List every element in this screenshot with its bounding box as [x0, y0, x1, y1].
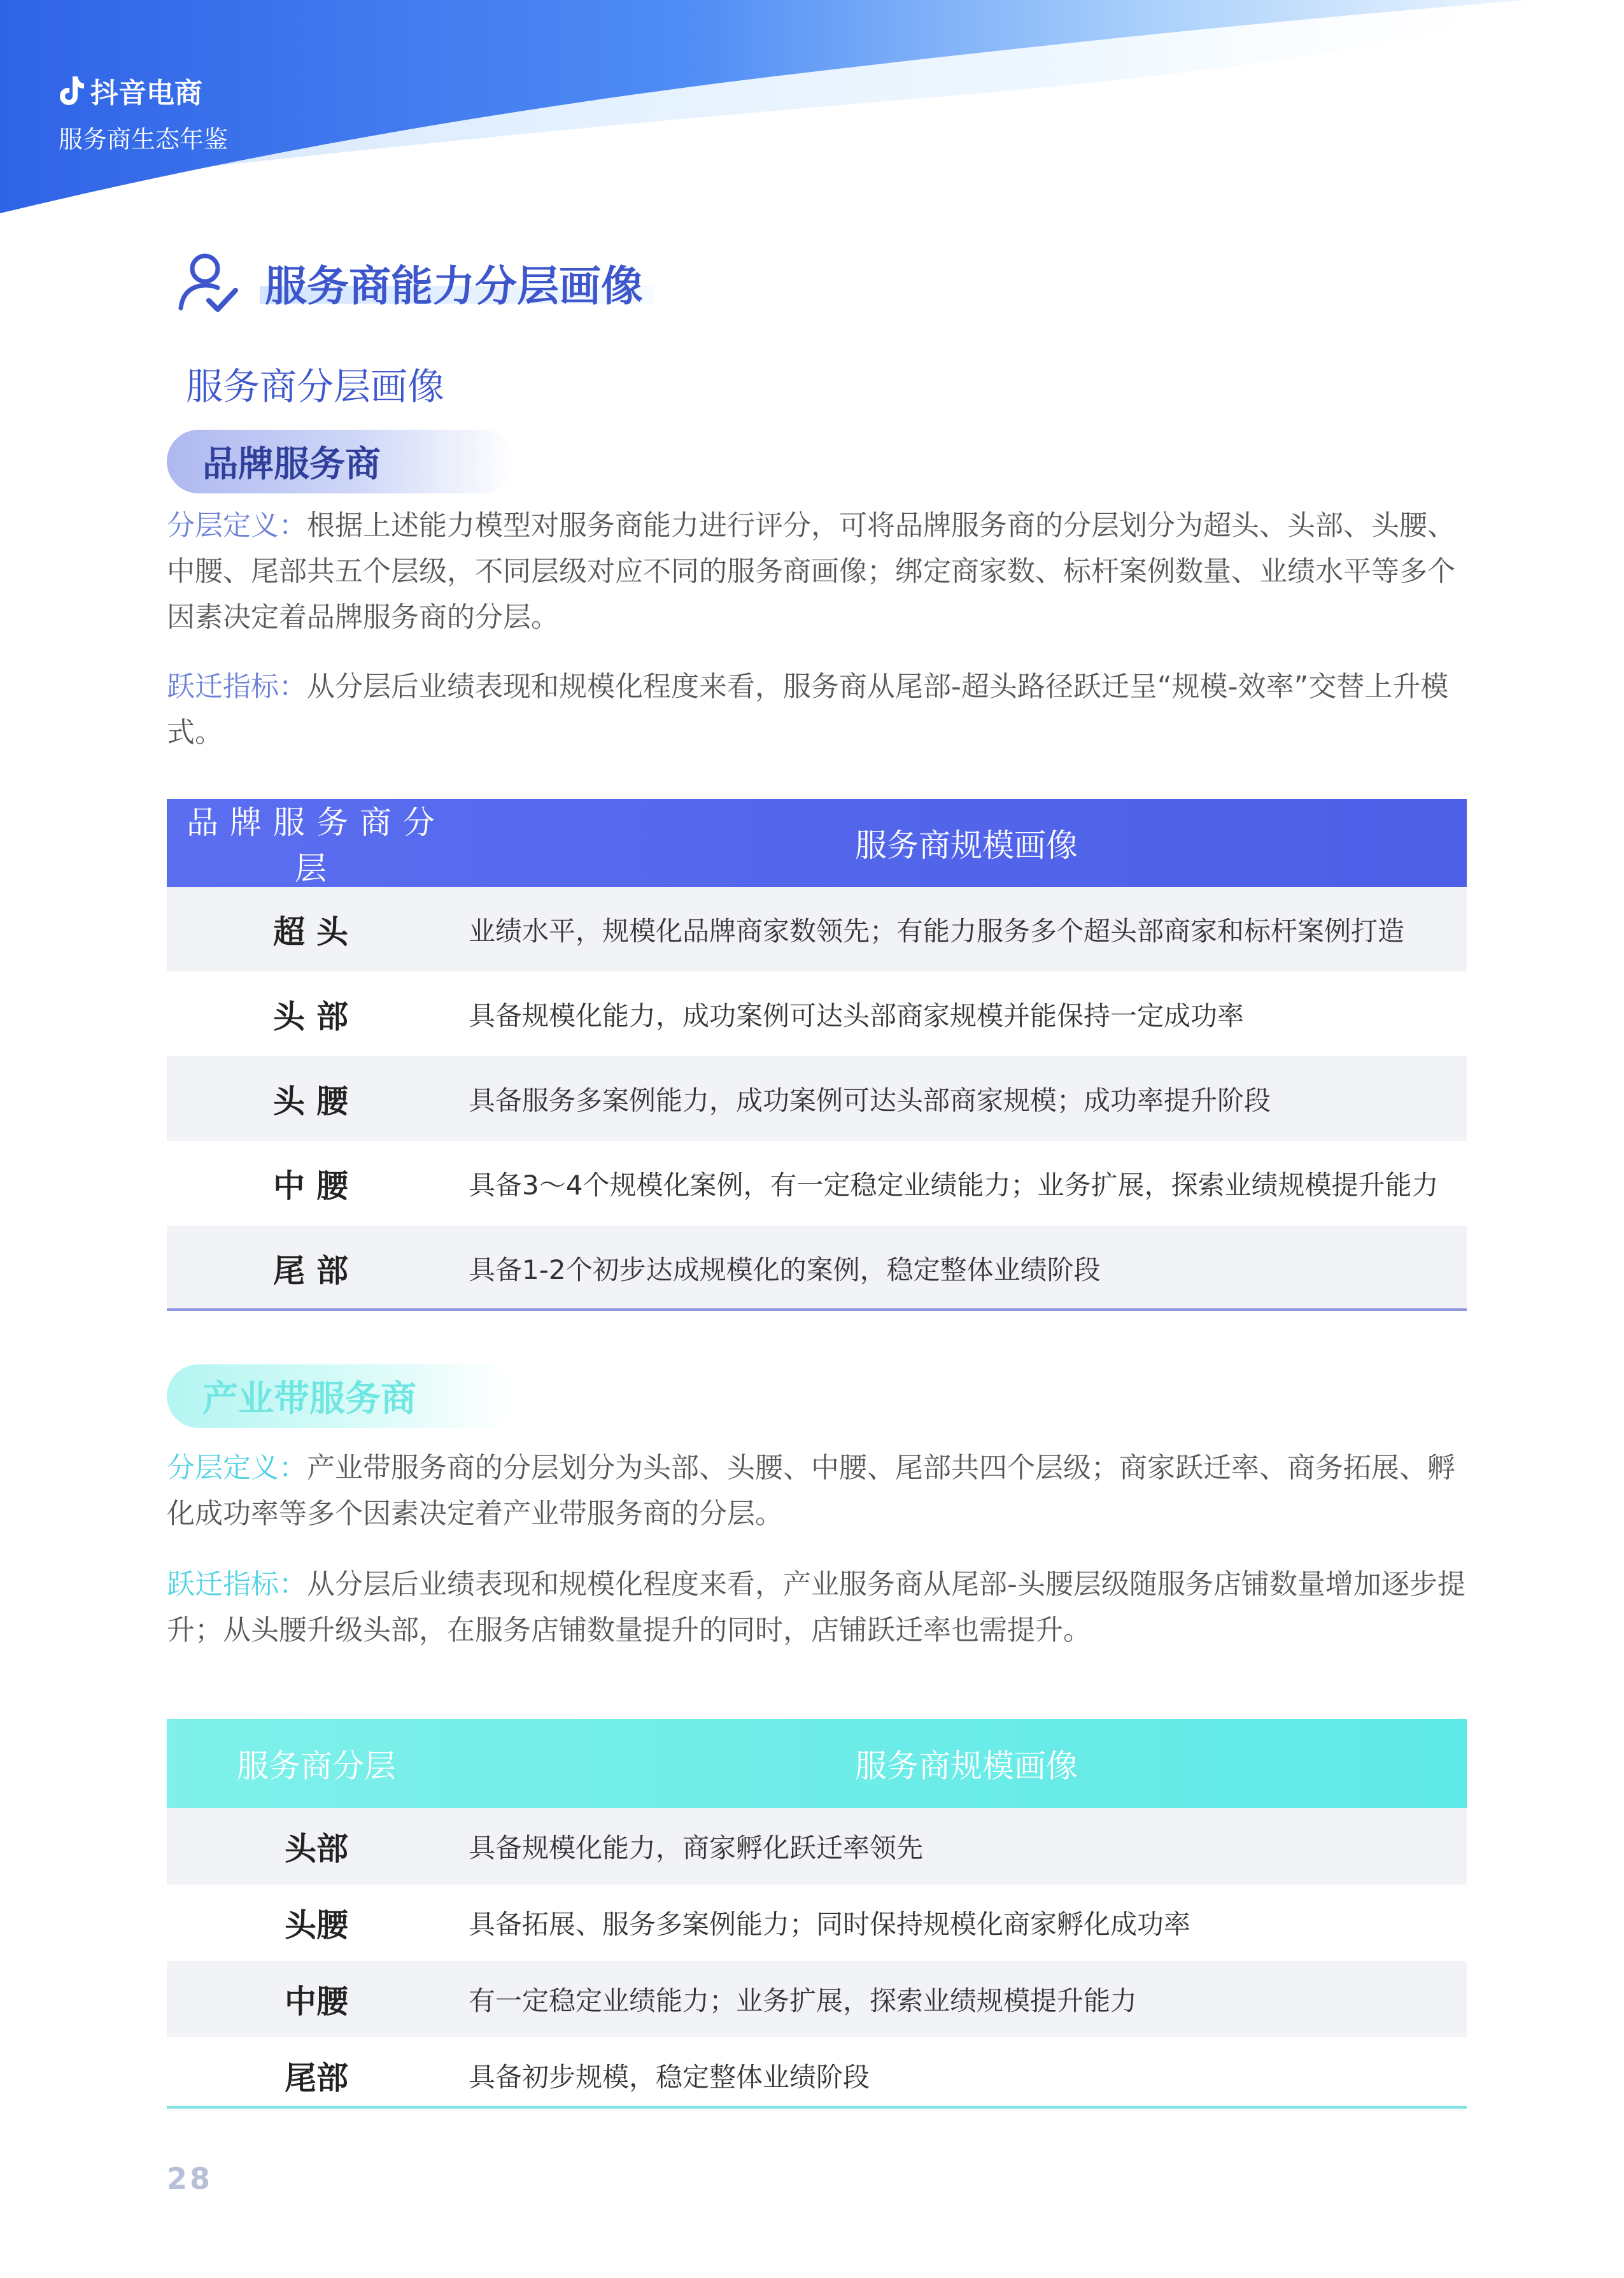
tier-cell: 尾部 [285, 2060, 348, 2097]
report-title: 服务商生态年鉴 [59, 125, 229, 153]
page-number: 28 [167, 2161, 213, 2196]
brand-definition-text: 根据上述能力模型对服务商能力进行评分，可将品牌服务商的分层划分为超头、头部、头腰、中腰、尾部共五个层级，不同层级对应不同的服务商画像；绑定商家数、标杆案例数量、业绩水平等多个因素决定着品牌服务商的分层。 [167, 509, 1455, 633]
section-subtitle: 服务商分层画像 [186, 365, 445, 408]
tier-cell: 头腰 [285, 1907, 348, 1944]
tier-cell: 尾部 [273, 1252, 360, 1289]
industry-transition-key: 跃迁指标： [167, 1568, 307, 1601]
profile-cell: 具备规模化能力，成功案例可达头部商家规模并能保持一定成功率 [469, 1000, 1245, 1031]
tier-cell: 超头 [273, 913, 360, 951]
table-row [167, 1056, 1467, 1141]
industry-definition-key: 分层定义： [167, 1452, 307, 1484]
user-check-icon [172, 247, 242, 317]
profile-cell: 具备1-2个初步达成规模化的案例，稳定整体业绩阶段 [469, 1254, 1101, 1285]
industry-provider-label: 产业带服务商 [202, 1378, 416, 1420]
brand-transition-key: 跃迁指标： [167, 670, 307, 703]
table-bottom-rule [167, 2106, 1467, 2109]
header-tier: 服务商分层 [237, 1748, 396, 1785]
brand-provider-label: 品牌服务商 [167, 430, 514, 493]
header-band [0, 0, 1624, 229]
profile-cell: 具备3～4个规模化案例，有一定稳定业绩能力；业务扩展，探索业绩规模提升能力 [469, 1169, 1439, 1201]
tier-cell: 头部 [273, 998, 360, 1035]
industry-transition [167, 1562, 1472, 1653]
table-row [167, 887, 1467, 972]
profile-cell: 具备服务多案例能力，成功案例可达头部商家规模；成功率提升阶段 [469, 1084, 1271, 1116]
tier-cell: 中腰 [285, 1983, 348, 2020]
table-row [167, 972, 1467, 1056]
profile-cell: 业绩水平，规模化品牌商家数领先；有能力服务多个超头部商家和标杆案例打造 [469, 915, 1405, 947]
table-row [167, 1885, 1467, 1961]
industry-provider-label-pill [167, 1364, 514, 1428]
table-bottom-rule [167, 1308, 1467, 1311]
section-title: 服务商能力分层画像 [260, 252, 648, 313]
tier-cell: 中腰 [273, 1167, 360, 1205]
header-profile: 服务商规模画像 [855, 1748, 1078, 1785]
table-row [167, 1961, 1467, 2037]
table-row [167, 2037, 1467, 2114]
brand-definition [167, 503, 1472, 640]
industry-transition-text: 从分层后业绩表现和规模化程度来看，产业服务商从尾部-头腰层级随服务店铺数量增加逐步提升；从头腰升级头部，在服务店铺数量提升的同时，店铺跃迁率也需提升。 [167, 1568, 1465, 1646]
table-header [167, 799, 1467, 887]
profile-cell: 有一定稳定业绩能力；业务扩展，探索业绩规模提升能力 [469, 1985, 1138, 2016]
tier-cell: 头腰 [273, 1082, 360, 1120]
industry-definition-text: 产业带服务商的分层划分为头部、头腰、中腰、尾部共四个层级；商家跃迁率、商务拓展、孵化成功率等多个因素决定着产业带服务商的分层。 [167, 1452, 1455, 1530]
header-brand [59, 71, 228, 155]
industry-definition [167, 1445, 1472, 1537]
profile-cell: 具备拓展、服务多案例能力；同时保持规模化商家孵化成功率 [469, 1909, 1191, 1940]
douyin-logo-icon [59, 75, 84, 106]
brand-transition [167, 664, 1472, 756]
brand-definition-key: 分层定义： [167, 509, 307, 542]
header-tier: 品牌服务商分层 [187, 804, 446, 887]
brand-transition-text: 从分层后业绩表现和规模化程度来看，服务商从尾部-超头路径跃迁呈“规模-效率”交替上升模式。 [167, 670, 1449, 749]
industry-tier-table [167, 1719, 1467, 2114]
section-title-block [172, 241, 648, 323]
table-row [167, 1226, 1467, 1310]
tier-cell: 头部 [285, 1830, 348, 1867]
table-header [167, 1719, 1467, 1808]
header-profile: 服务商规模画像 [855, 827, 1078, 864]
brand-name: 抖音电商 [90, 77, 202, 110]
table-row [167, 1808, 1467, 1885]
profile-cell: 具备初步规模，稳定整体业绩阶段 [469, 2062, 870, 2093]
profile-cell: 具备规模化能力，商家孵化跃迁率领先 [469, 1832, 924, 1864]
brand-tier-table [167, 799, 1467, 1310]
table-row [167, 1141, 1467, 1226]
